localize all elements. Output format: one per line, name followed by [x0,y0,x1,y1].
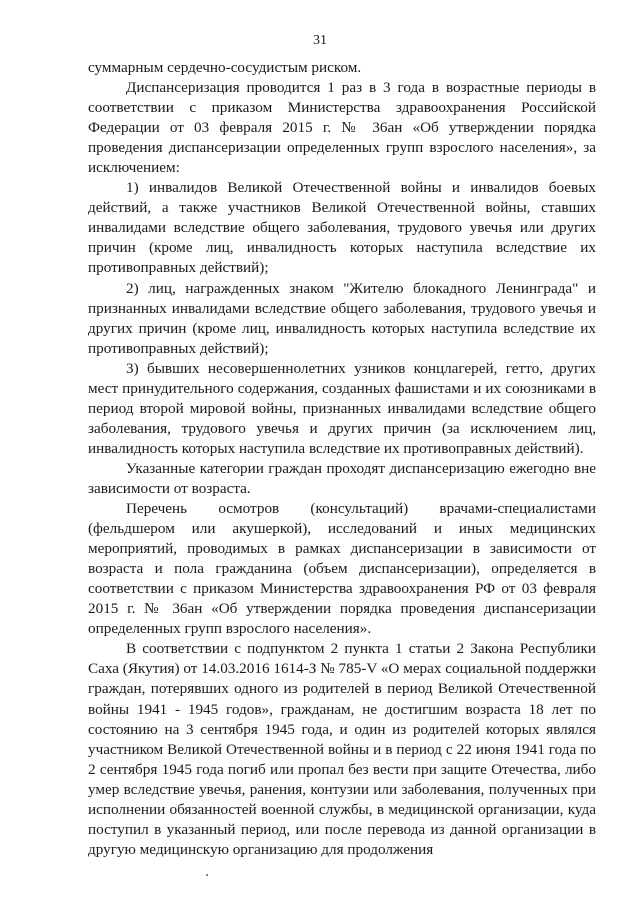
scan-speck [206,874,208,876]
document-body [88,58,596,860]
list-item-2-leningrad-siege: 2) лиц, награжденных знаком "Жителю блокадного Ленинграда" и признанных инвалидами вследствие общего заболевания, трудового увечья и других причин (кроме лиц, инвалидность которых наступила вследствие их противоправных действий); [88,279,596,357]
list-item-3-camp-prisoners: 3) бывших несовершеннолетних узников концлагерей, гетто, других мест принудительного содержания, созданных фашистами и их союзниками в период второй мировой войны, признанных инвалидами вследствие общего заболевания, трудового увечья и других причин (за исключением лиц, инвалидность которых наступила вследствие их противоправных действий). [88,359,596,457]
paragraph-continuation: суммарным сердечно-сосудистым риском. [88,59,362,76]
page-number: 31 [313,33,327,48]
paragraph-annual-exam: Указанные категории граждан проходят диспансеризацию ежегодно вне зависимости от возраста. [88,459,596,497]
paragraph-dispensarization-schedule: Диспансеризация проводится 1 раз в 3 года в возрастные периоды в соответствии с приказом Министерства здравоохранения Российской Федерации от 03 февраля 2015 г. № 36ан «Об утверждении порядка проведения диспансеризации определенных групп взрослого населения», за исключением: [88,79,596,177]
paragraph-exam-list: Перечень осмотров (консультаций) врачами-специалистами (фельдшером или акушеркой), исследований и иных медицинских мероприятий, проводимых в рамках диспансеризации в зависимости от возраста и пола гражданина (объем диспансеризации), определяется в соответствии с приказом Министерства здравоохранения РФ от 03 февраля 2015 г. № 36ан «Об утверждении порядка проведения диспансеризации определенных групп взрослого населения». [88,500,596,638]
list-item-1-war-invalids: 1) инвалидов Великой Отечественной войны и инвалидов боевых действий, а также участников Великой Отечественной войны, ставших инвалидами вследствие общего заболевания, трудового увечья или других причин (кроме лиц, инвалидность которых наступила вследствие их противоправных действий); [88,179,596,277]
paragraph-sakha-law: В соответствии с подпунктом 2 пункта 1 статьи 2 Закона Республики Саха (Якутия) от 14.03.2016 1614-З № 785-V «О мерах социальной поддержки граждан, потерявших одного из родителей в период Великой Отечественной войны 1941 - 1945 годов», гражданам, не достигшим возраста 18 лет по состоянию на 3 сентября 1945 года, и один из родителей которых являлся участником Великой Отечественной войны и в период с 22 июня 1941 года по 2 сентября 1945 года погиб или пропал без вести при защите Отечества, либо умер вследствие увечья, ранения, контузии или заболевания, полученных при исполнении обязанностей военной службы, в медицинской организации, куда поступил в указанный период, или после перевода из данной организации в другую медицинскую организацию для продолжения [88,640,596,858]
